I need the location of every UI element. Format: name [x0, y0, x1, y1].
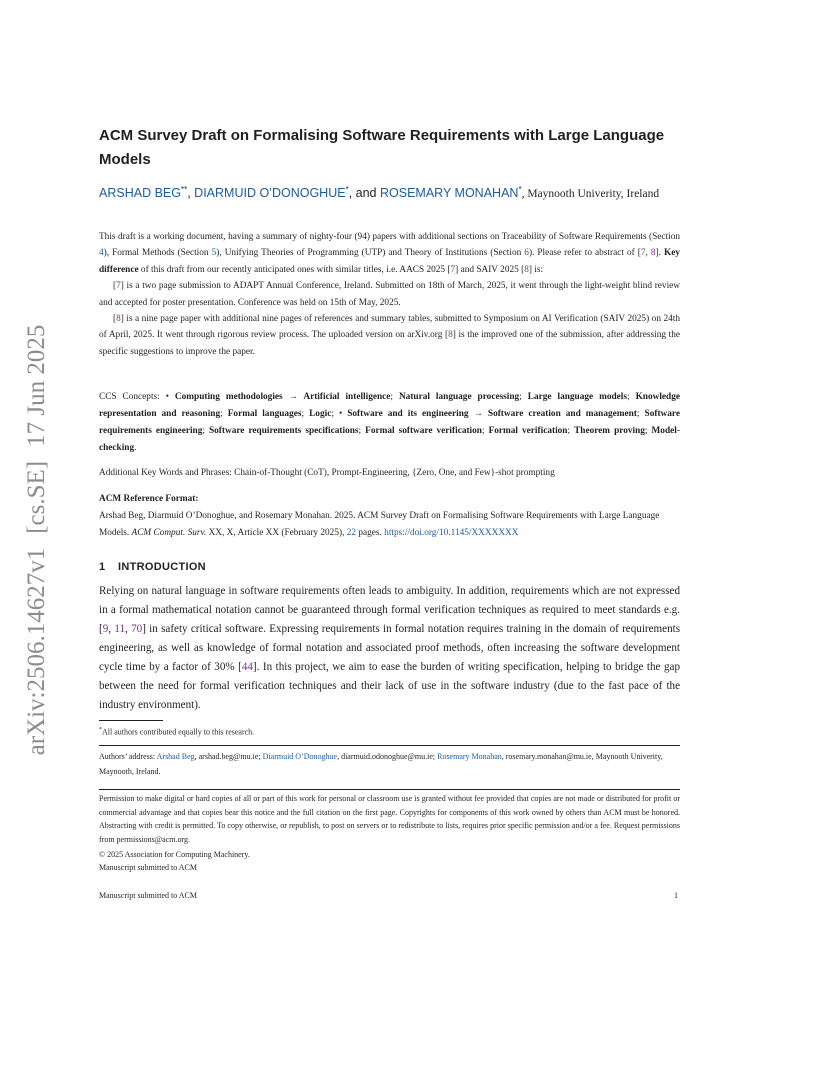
text-run: of this draft from our recently anticipated ones with similar titles, i.e. AACS 2025 [	[138, 264, 451, 275]
text-run: ; •	[331, 409, 348, 419]
text-run: [	[113, 281, 117, 292]
abstract-paragraph	[99, 311, 680, 360]
author-name[interactable]: DIARMUID O’DONOGHUE	[194, 186, 346, 201]
citation-link[interactable]: 8	[448, 330, 453, 341]
ccs-concept: Software and its engineering → Software creation and management	[347, 409, 637, 419]
text-run: ].	[655, 248, 664, 259]
author-name[interactable]: ROSEMARY MONAHAN	[379, 186, 519, 201]
keywords: Additional Key Words and Phrases: Chain-of-Thought (CoT), Prompt-Engineering, {Zero, One, and Few}-shot prompting	[99, 468, 555, 478]
divider	[99, 745, 680, 746]
citation-link[interactable]: 70	[131, 623, 143, 635]
text-run: ,	[125, 623, 132, 635]
citation-link[interactable]: 7	[116, 281, 121, 292]
text-run: ;	[220, 409, 228, 419]
text-run: ;	[567, 426, 575, 436]
section-heading	[99, 561, 206, 573]
key-difference: Key difference	[99, 248, 680, 275]
ccs-concept: Software requirements specifications	[208, 426, 359, 436]
ccs-concept: Formal verification	[488, 426, 568, 436]
text-run: This draft is a working document, having a summary of nighty-four (94) papers with additional sections on Traceability of Software Requirements (Section	[99, 232, 680, 242]
citation-link[interactable]: 7	[640, 248, 646, 259]
text-run: ;	[202, 426, 209, 436]
author-mark: *	[518, 185, 522, 194]
reference-format-heading: ACM Reference Format:	[99, 494, 199, 504]
abstract-paragraph	[99, 229, 680, 278]
ccs-concept: Formal languages	[227, 409, 302, 419]
text-run: Arshad Beg, Diarmuid O’Donoghue, and Rosemary Monahan. 2025. ACM Survey Draft on Formalising Software Requirements with Large Language Models.	[99, 511, 660, 538]
arxiv-category: [cs.SE]	[23, 460, 50, 534]
text-run: , diarmuid.odonoghue@mu.ie;	[337, 752, 438, 761]
journal-name: ACM Comput. Surv.	[131, 528, 207, 538]
arxiv-date: 17 Jun 2025	[23, 324, 50, 447]
citation-link[interactable]: 9	[102, 623, 109, 635]
footnote-mark: *	[99, 727, 102, 733]
author-link[interactable]: Arshad Beg	[156, 752, 195, 761]
paper-title: ACM Survey Draft on Formalising Software Requirements with Large Language Models	[99, 127, 665, 168]
text-run: pages.	[356, 528, 385, 538]
reference-format-text	[99, 508, 680, 542]
text-run: , rosemary.monahan@mu.ie, Maynooth Univerity, Maynooth, Ireland.	[99, 752, 663, 776]
section-title: INTRODUCTION	[118, 561, 206, 573]
ccs-concept: Theorem proving	[574, 426, 645, 436]
text-run: ), Unifying Theories of Programming (UTP) and Theory of Institutions (Section	[216, 248, 525, 259]
author-link[interactable]: Diarmuid O’Donoghue	[262, 752, 338, 761]
text-run: ;	[481, 426, 489, 436]
text-run: XX, X, Article XX (February 2025),	[206, 528, 347, 538]
author-mark: *	[180, 185, 185, 194]
section-link[interactable]: 6	[524, 248, 529, 259]
ccs-concept: Model-checking	[99, 426, 680, 453]
abstract	[99, 229, 680, 360]
author-separator: ,	[187, 186, 195, 201]
author-name[interactable]: ARSHAD BEG	[99, 186, 181, 201]
text-run: ] in safety critical software. Expressing requirements in formal notation requires training in the domain of requirements engineering, as well as knowledge of formal notation and associated proof methods, often increasing the software development cycle time by a factor of 30% [	[99, 623, 681, 673]
citation-link[interactable]: 44	[241, 661, 253, 673]
footnote-rule	[99, 720, 163, 721]
text-run: ] is:	[528, 264, 544, 275]
ccs-concept: Formal software verification	[365, 426, 482, 436]
divider	[99, 789, 680, 790]
author-mark: *	[184, 185, 188, 194]
ccs-concepts	[99, 389, 680, 457]
text-run: ;	[519, 392, 528, 402]
doi-link[interactable]: https://doi.org/10.1145/XXXXXXX	[384, 528, 519, 538]
manuscript-note: Manuscript submitted to ACM	[99, 863, 197, 872]
page-count-link[interactable]: 22	[346, 528, 357, 538]
abstract-paragraph	[99, 278, 680, 311]
ccs-concept: Computing methodologies → Artificial intelligence	[174, 392, 391, 402]
author-separator: , and	[348, 186, 380, 201]
text-run: ,	[108, 623, 115, 635]
text-run: ] is a two page submission to ADAPT Annual Conference, Ireland. Submitted on 18th of March, 2025, it went through the light-weight blind review and accepted for poster presentation. Conference was held on 15th of May, 2025.	[99, 281, 680, 308]
ccs-label: CCS Concepts: •	[99, 392, 175, 402]
text-run: ). Please refer to abstract of [	[528, 248, 641, 259]
author-mark: *	[345, 185, 349, 194]
footnote-text: All authors contributed equally to this research.	[102, 727, 255, 737]
section-number: 1	[99, 561, 106, 573]
footer-manuscript: Manuscript submitted to ACM	[99, 891, 197, 900]
text-run: ;	[301, 409, 310, 419]
text-run: ] is a nine page paper with additional nine pages of references and summary tables, submitted to Symposium on AI Verification (SAIV 2025) on 24th of April, 2025. It went through rigorous review process. The uploaded version on arXiv.org [	[99, 314, 680, 341]
ccs-concept: Natural language processing	[398, 392, 520, 402]
ccs-concept: Knowledge representation and reasoning	[99, 392, 680, 419]
text-run: ] is the improved one of the submission, after addressing the specific suggestions to improve the paper.	[99, 330, 680, 357]
copyright-notice: © 2025 Association for Computing Machinery.	[99, 850, 250, 859]
section-link[interactable]: 4	[99, 248, 104, 259]
text-run: Authors’ address:	[99, 752, 157, 761]
text-run: ;	[358, 426, 366, 436]
text-run: , arshad.beg@mu.ie;	[194, 752, 263, 761]
citation-link[interactable]: 8	[524, 264, 529, 275]
citation-link[interactable]: 11	[114, 623, 126, 635]
text-run: ]. In this project, we aim to ease the burden of writing specification, helping to bridge the gap between the need for formal verification techniques and their lack of use in the software industry (due to the fast pace of the industry environment).	[99, 661, 680, 711]
text-run: ;	[390, 392, 399, 402]
citation-link[interactable]: 8	[116, 314, 121, 325]
permission-notice: Permission to make digital or hard copies of all or part of this work for personal or classroom use is granted without fee provided that copies are not made or distributed for profit or commercial advantage and that copies bear this notice and the full citation on the first page. Copyrights for components of this work owned by others than ACM must be honored. Abstracting with credit is permitted. To copy otherwise, or republish, to post on servers or to redistribute to lists, requires prior specific permission and/or a fee. Request permissions from permissions@acm.org.	[99, 794, 680, 844]
text-run: Relying on natural language in software requirements often leads to ambiguity. In addition, requirements which are not expressed in a formal mathematical notation cannot be guaranteed through formal verification techniques as required to meet standards e.g. [	[99, 585, 680, 635]
footnote	[99, 724, 254, 739]
ccs-concept: Large language models	[527, 392, 628, 402]
arxiv-sidebar-stamp	[21, 320, 53, 760]
text-run: ;	[636, 409, 645, 419]
authors-address	[99, 749, 680, 779]
section-link[interactable]: 5	[211, 248, 217, 259]
affiliation: , Maynooth Univerity, Ireland	[521, 188, 660, 201]
text-run: ;	[644, 426, 652, 436]
ccs-concept: Logic	[309, 409, 332, 419]
text-run: ), Formal Methods (Section	[103, 248, 212, 259]
text-run: ,	[645, 248, 651, 259]
text-run: ] and SAIV 2025 [	[455, 264, 525, 275]
author-list	[99, 179, 689, 205]
text-run: [	[113, 314, 117, 325]
ccs-concept: Software requirements engineering	[99, 409, 680, 436]
citation-link[interactable]: 7	[450, 264, 456, 275]
page-number: 1	[674, 891, 678, 900]
intro-paragraph	[99, 582, 680, 715]
author-link[interactable]: Rosemary Monahan	[437, 752, 502, 761]
arxiv-id[interactable]: arXiv:2506.14627v1	[23, 547, 50, 756]
text-run: .	[134, 443, 137, 453]
citation-link[interactable]: 8	[650, 248, 656, 259]
text-run: ;	[627, 392, 636, 402]
